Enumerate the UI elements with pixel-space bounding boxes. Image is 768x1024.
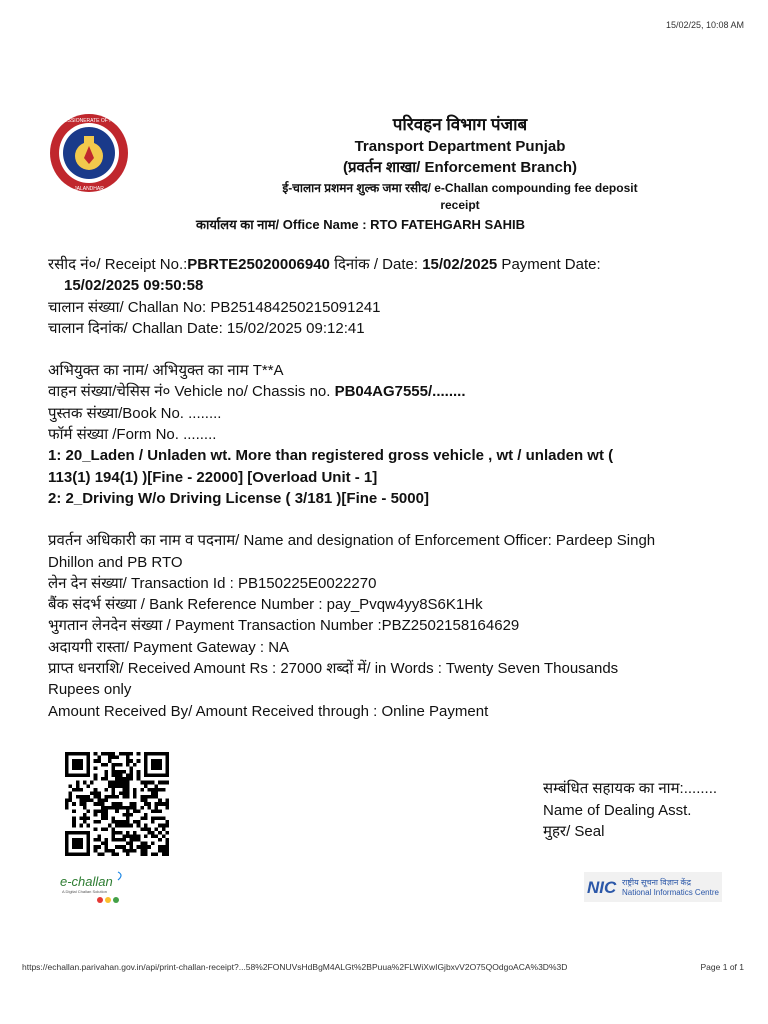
vehicle-number: PB04AG7555/........: [334, 383, 466, 401]
receipt-title-line2: receipt: [440, 198, 480, 212]
footer-page-number: Page 1 of 1: [700, 962, 744, 972]
dealing-assistant-hindi: सम्बंधित सहायक का नाम:........: [543, 780, 718, 797]
receipt-number-line: [48, 254, 738, 275]
receipt-title: [160, 180, 760, 214]
qr-code: [58, 752, 176, 856]
officer-line1: प्रवर्तन अधिकारी का नाम व पदनाम/ Name and designation of Enforcement Officer: Pardeep Singh: [48, 532, 656, 550]
offence-1-line2: 113(1) 194(1) )[Fine - 22000] [Overload Unit - 1]: [48, 468, 378, 486]
receipt-body: [48, 254, 738, 722]
receipt-label: रसीद नं०/ Receipt No.:: [48, 256, 188, 273]
received-amount-line2: Rupees only: [48, 681, 132, 699]
vehicle-line: [48, 381, 738, 402]
form-number: फॉर्म संख्या /Form No. ........: [48, 426, 217, 444]
footer-url[interactable]: https://echallan.parivahan.gov.in/api/print-challan-receipt?...58%2FONUVsHdBgM4ALGt%2BPuua%2FLWiXwIGjbxvV2O75QOdgoACA%3D%3D: [22, 962, 568, 972]
department-title: Transport Department Punjab: [354, 138, 566, 155]
seal-label: मुहर/ Seal: [543, 823, 605, 840]
transaction-id: लेन देन संख्या/ Transaction Id : PB150225E0022270: [48, 574, 377, 592]
challan-date: चालान दिनांक/ Challan Date: 15/02/2025 09:12:41: [48, 319, 365, 337]
dealing-assistant-english: Name of Dealing Asst.: [543, 801, 692, 819]
police-emblem-logo: [48, 112, 130, 194]
branch-title: (प्रवर्तन शाखा/ Enforcement Branch): [342, 159, 577, 176]
nic-logo-english: National Informatics Centre: [622, 888, 719, 897]
nic-logo: [584, 872, 722, 902]
bank-reference: बैंक संदर्भ संख्या / Bank Reference Number : pay_Pvqw4yy8S6K1Hk: [48, 596, 483, 614]
offence-2: 2: 2_Driving W/o Driving License ( 3/181 )[Fine - 5000]: [48, 489, 429, 507]
receipt-date: 15/02/2025: [422, 256, 498, 273]
svg-text:COMMISSIONERATE OF POLICE: COMMISSIONERATE OF POLICE: [50, 118, 128, 124]
challan-number: चालान संख्या/ Challan No: PB251484250215091241: [48, 298, 381, 316]
echallan-logo-tagline: A Digital Challan Solution: [62, 889, 107, 894]
echallan-logo: [58, 868, 134, 906]
payment-date: 15/02/2025 09:50:58: [64, 277, 204, 295]
payment-date-label: Payment Date:: [497, 256, 601, 273]
nic-logo-short: NIC: [587, 878, 617, 897]
accused-name: अभियुक्त का नाम/ अभियुक्त का नाम T**A: [48, 362, 284, 380]
vehicle-label: वाहन संख्या/चेसिस नं० Vehicle no/ Chassis no.: [48, 383, 335, 401]
svg-text:JALANDHAR: JALANDHAR: [74, 186, 104, 192]
amount-received-by: Amount Received By/ Amount Received through : Online Payment: [48, 702, 489, 720]
offence-1-line1: 1: 20_Laden / Unladen wt. More than registered gross vehicle , wt / unladen wt (: [48, 447, 614, 465]
print-timestamp: 15/02/25, 10:08 AM: [665, 20, 744, 30]
received-amount-line1: प्राप्त धनराशि/ Received Amount Rs : 27000 शब्दों में/ in Words : Twenty Seven Thousands: [48, 660, 619, 678]
echallan-logo-text: e-challan: [60, 874, 113, 889]
nic-logo-hindi: राष्ट्रीय सूचना विज्ञान केंद्र: [622, 878, 691, 887]
payment-gateway: अदायगी रास्ता/ Payment Gateway : NA: [48, 638, 290, 656]
date-label: दिनांक / Date:: [329, 256, 423, 273]
header-hindi-title: परिवहन विभाग पंजाब: [392, 115, 528, 134]
office-name: कार्यालय का नाम/ Office Name : RTO FATEHGARH SAHIB: [196, 217, 525, 232]
dealing-assistant-block: [543, 778, 717, 843]
receipt-number: PBRTE25020006940: [187, 256, 330, 273]
payment-transaction-number: भुगतान लेनदेन संख्या / Payment Transaction Number :PBZ2502158164629: [48, 617, 520, 635]
officer-line2: Dhillon and PB RTO: [48, 553, 183, 571]
book-number: पुस्तक संख्या/Book No. ........: [48, 404, 222, 422]
receipt-title-line1: ई-चालान प्रशमन शुल्क जमा रसीद/ e-Challan compounding fee deposit: [282, 181, 638, 195]
